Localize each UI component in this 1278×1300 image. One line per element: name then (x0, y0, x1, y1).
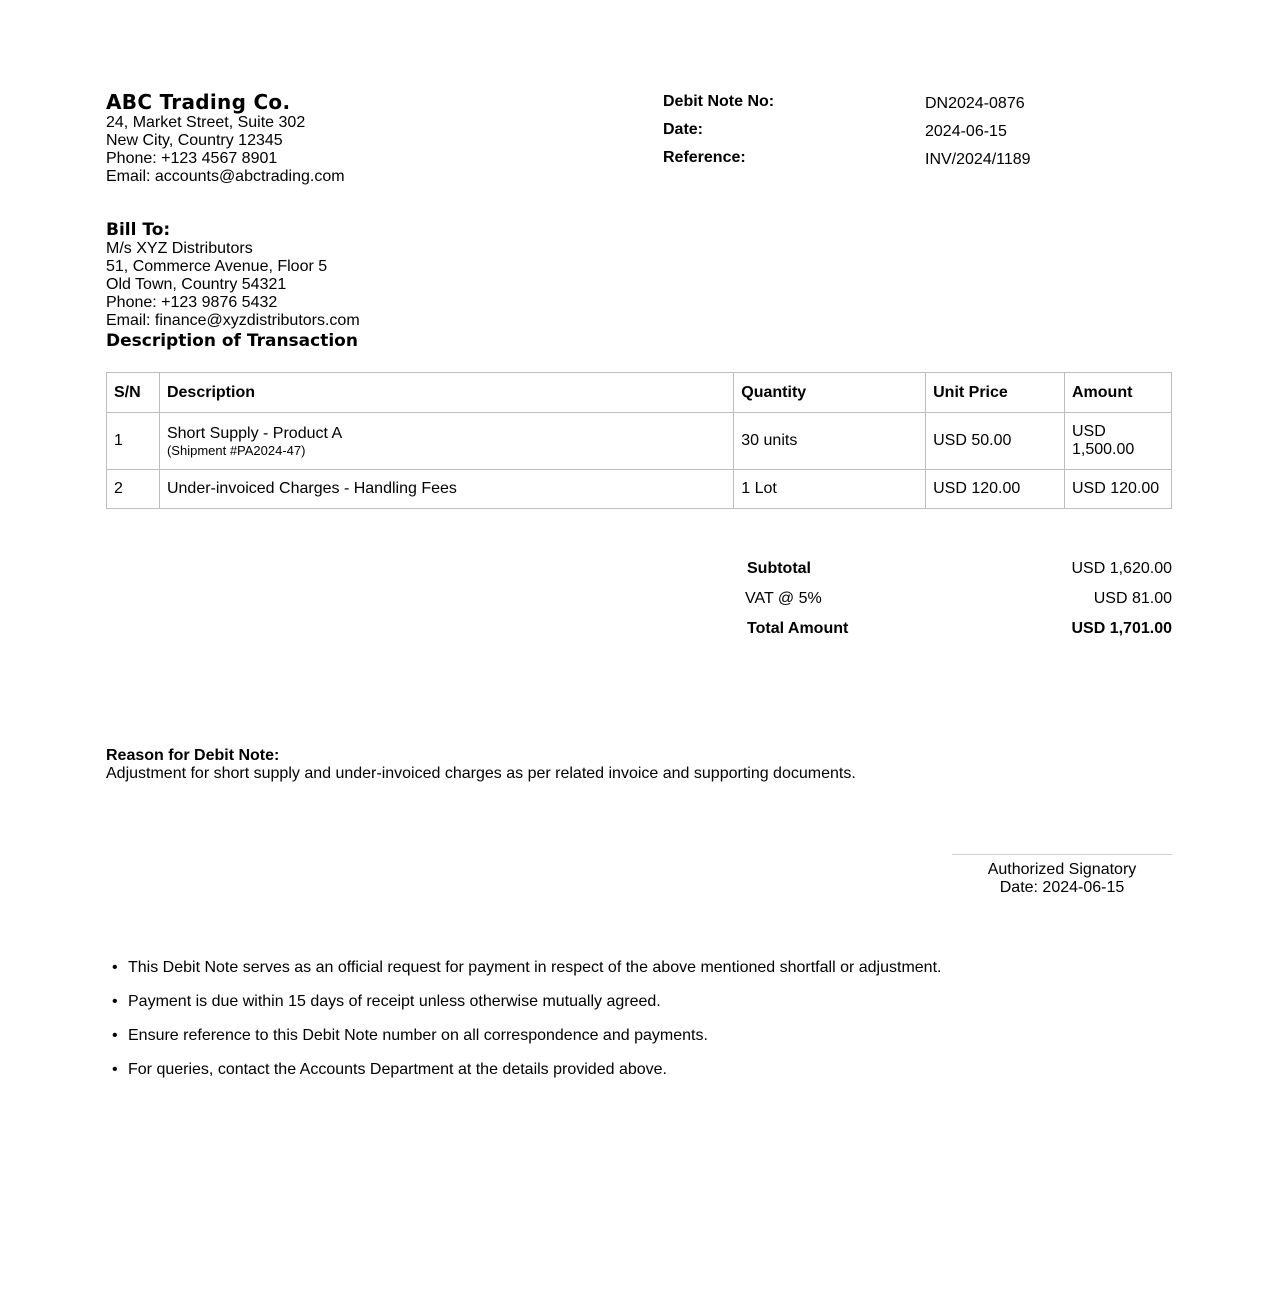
bill-to-title: Bill To: (106, 220, 171, 240)
bill-to-address-line-1: 51, Commerce Avenue, Floor 5 (106, 258, 328, 275)
bill-to-block (106, 220, 626, 330)
cell-sn: 1 (107, 413, 160, 470)
meta-row-number (663, 90, 1172, 118)
bullet-icon: • (112, 993, 118, 1010)
cell-description (159, 413, 733, 470)
note-text: This Debit Note serves as an official request for payment in respect of the above mentioned shortfall or adjustment. (128, 959, 942, 976)
meta-row-reference (663, 146, 1172, 174)
cell-unit-price: USD 50.00 (926, 413, 1065, 470)
debit-note-meta (663, 90, 1172, 174)
column-header-description: Description (159, 373, 733, 413)
bill-to-address-line-2: Old Town, Country 54321 (106, 276, 287, 293)
company-block (106, 90, 626, 186)
column-header-sn: S/N (107, 373, 160, 413)
list-item (106, 1060, 1172, 1094)
cell-amount: USD 120.00 (1065, 470, 1172, 509)
company-phone: Phone: +123 4567 8901 (106, 150, 278, 167)
reason-block (106, 747, 1172, 783)
amount-line-1: USD (1072, 423, 1106, 440)
bill-to-phone: Phone: +123 9876 5432 (106, 294, 278, 311)
list-item (106, 992, 1172, 1026)
cell-description: Under-invoiced Charges - Handling Fees (159, 470, 733, 509)
reference-number: INV/2024/1189 (925, 151, 1031, 168)
notes-list (106, 958, 1172, 1094)
meta-row-date (663, 118, 1172, 146)
total-value: USD 1,701.00 (1071, 620, 1172, 637)
cell-quantity: 30 units (734, 413, 926, 470)
subtotal-row (745, 554, 1172, 584)
section-title: Description of Transaction (106, 331, 358, 351)
cell-sn: 2 (107, 470, 160, 509)
note-text: Ensure reference to this Debit Note number on all correspondence and payments. (128, 1027, 708, 1044)
item-note: (Shipment #PA2024-47) (166, 442, 306, 458)
vat-row (745, 584, 1172, 614)
bullet-icon: • (112, 1061, 118, 1078)
table-row (107, 413, 1172, 470)
items-table (106, 372, 1172, 509)
column-header-amount: Amount (1065, 373, 1172, 413)
total-label: Total Amount (747, 620, 849, 637)
company-name: ABC Trading Co. (106, 90, 291, 114)
vat-label: VAT @ 5% (745, 590, 822, 607)
vat-value: USD 81.00 (1093, 590, 1172, 607)
signatory-date: Date: 2024-06-15 (999, 879, 1125, 896)
cell-quantity: 1 Lot (734, 470, 926, 509)
bullet-icon: • (112, 959, 118, 976)
table-row (107, 470, 1172, 509)
note-text: Payment is due within 15 days of receipt unless otherwise mutually agreed. (128, 993, 661, 1010)
signatory-title: Authorized Signatory (987, 861, 1137, 878)
totals-block (745, 554, 1172, 644)
subtotal-label: Subtotal (747, 560, 811, 577)
meta-label: Debit Note No: (663, 93, 775, 110)
item-description: Short Supply - Product A (166, 424, 343, 442)
cell-unit-price: USD 120.00 (926, 470, 1065, 509)
column-header-unit-price: Unit Price (926, 373, 1065, 413)
debit-note-number: DN2024-0876 (925, 95, 1025, 112)
list-item (106, 958, 1172, 992)
reason-title: Reason for Debit Note: (106, 747, 280, 764)
bill-to-email: Email: finance@xyzdistributors.com (106, 312, 360, 329)
bill-to-name: M/s XYZ Distributors (106, 240, 253, 257)
company-address-line-2: New City, Country 12345 (106, 132, 283, 149)
reason-text: Adjustment for short supply and under-invoiced charges as per related invoice and supporting documents. (106, 765, 856, 782)
amount-line-2: 1,500.00 (1072, 441, 1135, 458)
signatory-block (952, 854, 1172, 897)
total-row (745, 614, 1172, 644)
note-text: For queries, contact the Accounts Department at the details provided above. (128, 1061, 667, 1078)
table-header-row (107, 373, 1172, 413)
cell-amount (1065, 413, 1172, 470)
company-address-line-1: 24, Market Street, Suite 302 (106, 114, 306, 131)
column-header-quantity: Quantity (734, 373, 926, 413)
bullet-icon: • (112, 1027, 118, 1044)
company-email: Email: accounts@abctrading.com (106, 168, 345, 185)
meta-label: Reference: (663, 149, 746, 166)
list-item (106, 1026, 1172, 1060)
meta-label: Date: (663, 121, 704, 138)
debit-note-date: 2024-06-15 (925, 123, 1007, 140)
subtotal-value: USD 1,620.00 (1071, 560, 1172, 577)
